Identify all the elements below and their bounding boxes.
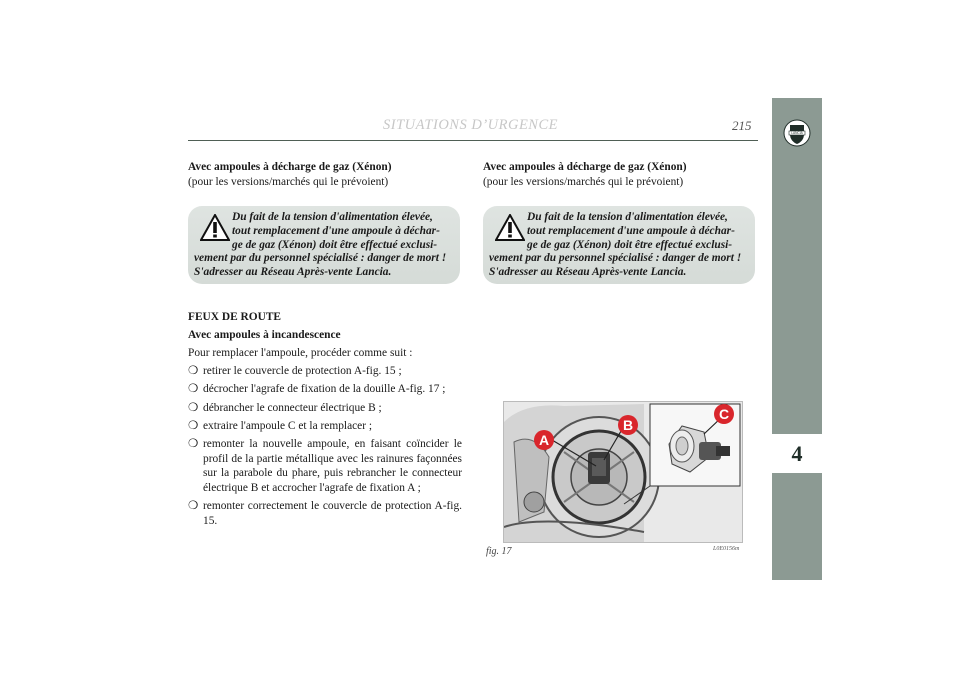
left-warning-box [188, 206, 460, 284]
section-title: FEUX DE ROUTE [188, 311, 282, 323]
figure-code: L0E0156m [713, 546, 740, 552]
warning-line: Du fait de la tension d'alimentation élevée, [527, 211, 728, 223]
left-warning-text [188, 211, 452, 280]
list-item: ❍ extraire l'ampoule C et la remplacer ; [188, 419, 373, 432]
warning-line: vement par du personnel spécialisé : danger de mort ! [489, 252, 742, 265]
right-warning-box [483, 206, 755, 284]
list-item: ❍ remonter la nouvelle ampoule, en faisant coïncider le profil de la partie métallique avec les rainures façonnées sur la parabole du phare, puis rebrancher le connecteur électrique B et accrocher l'agrafe de fixation A ; [188, 438, 462, 494]
header-divider [188, 140, 758, 141]
bullet-icon: ❍ [188, 401, 199, 414]
bullet-icon: ❍ [188, 500, 199, 512]
warning-line: tout remplacement d'une ampoule à déchar- [527, 224, 735, 237]
figure-label-c: C [718, 406, 730, 422]
list-item: ❍ débrancher le connecteur électrique B ; [188, 401, 382, 414]
warning-line: vement par du personnel spécialisé : danger de mort ! [194, 252, 447, 265]
logo-wordmark: LANCIA [791, 131, 803, 136]
headlight-illustration [504, 402, 742, 542]
warning-line: S'adresser au Réseau Après-vente Lancia. [194, 266, 392, 279]
left-column [188, 160, 460, 189]
list-item: ❍ retirer le couvercle de protection A-fig. 15 ; [188, 365, 402, 378]
bullet-icon: ❍ [188, 438, 199, 451]
procedure-steps [188, 364, 462, 528]
left-subheading: (pour les versions/marchés qui le prévoient) [188, 175, 389, 188]
page-number: 215 [732, 118, 752, 133]
right-subheading: (pour les versions/marchés qui le prévoient) [483, 175, 684, 188]
figure-caption: fig. 17 [486, 546, 512, 557]
list-item: ❍ remonter correctement le couvercle de protection A-fig. 15. [188, 500, 462, 527]
right-heading: Avec ampoules à décharge de gaz (Xénon) [483, 161, 687, 173]
figure-label-b: B [622, 417, 634, 433]
figure-label-a: A [538, 432, 550, 448]
right-column [483, 160, 755, 189]
right-warning-text [483, 211, 747, 280]
section-subtitle: Avec ampoules à incandescence [188, 329, 341, 342]
left-heading: Avec ampoules à décharge de gaz (Xénon) [188, 161, 392, 173]
chapter-number: 4 [791, 441, 803, 466]
warning-line: tout remplacement d'une ampoule à déchar- [232, 224, 440, 237]
warning-line: Du fait de la tension d'alimentation élevée, [232, 211, 433, 223]
bullet-icon: ❍ [188, 365, 199, 378]
running-header-title: SITUATIONS D’URGENCE [383, 117, 559, 133]
lancia-shield-icon [783, 119, 811, 147]
list-item: ❍ décrocher l'agrafe de fixation de la douille A-fig. 17 ; [188, 383, 446, 396]
procedure-intro: Pour remplacer l'ampoule, procéder comme suit : [188, 347, 413, 360]
bullet-icon: ❍ [188, 419, 199, 432]
chapter-side-tab [772, 98, 822, 580]
warning-line: ge de gaz (Xénon) doit être effectué exclusi- [232, 238, 438, 251]
warning-line: ge de gaz (Xénon) doit être effectué exclusi- [527, 238, 733, 251]
warning-line: S'adresser au Réseau Après-vente Lancia. [489, 266, 687, 279]
bullet-icon: ❍ [188, 383, 199, 396]
figure-17-headlight-photo [503, 401, 743, 543]
left-procedure [188, 310, 462, 532]
